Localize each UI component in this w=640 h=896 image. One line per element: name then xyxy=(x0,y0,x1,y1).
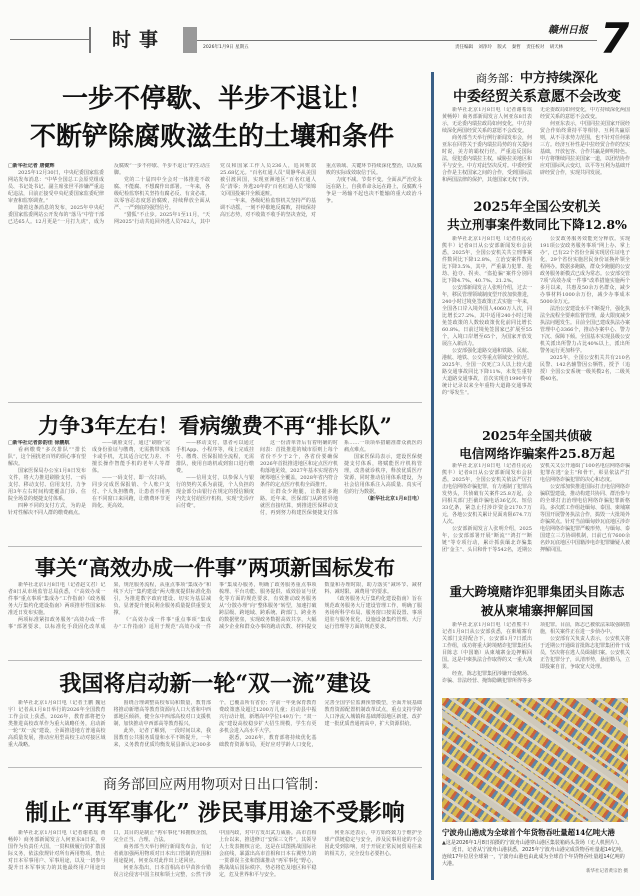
paragraph: 经查，陈志犯罪集团涉嫌开设赌场、诈骗、非法经营、掩饰隐瞒犯罪所得等多项犯罪。目前，陈志已被依法采取强制措施，相关案件正在进一步侦办中。 xyxy=(442,622,630,684)
police-headline-line2: 共立刑事案件数同比下降12.8% xyxy=(447,217,627,232)
paragraph: 力度不减。节奏不变。全面从严治党永远在路上，自我革命永远在路上，反腐败斗争是一场输不起也决不能输的重大政治斗争。 xyxy=(326,177,422,204)
photo-headline: 宁波舟山港成为全球首个年货物吞吐量超14亿吨大港 xyxy=(442,828,615,837)
paragraph: 法治公安建设水平不断提升，强化执法全流程全要素监督管理，最大限度减少执法问题发生。目前全国已建成执法办案管理中心3366个，推动办案中心、警力下沉、保障下倾。全国基本实现县级公安机关派出所警力占比40%以上，派出所警务运行更加科学。 xyxy=(540,306,630,354)
paragraph: 公安政务服务效能充分释放。实现191项公安政务服务事项“网上办、掌上办”，已有22个省份全面实现居住证电子化，29个省份实施居民身份证换补领全程网办。数据多跑路，群众少跑腿的公安政务服务新模式已成为常态。公安部交管7项“高效办成一件事”改革措施实施两个多月以来，共惠及50余万名群众，减少办事材料1000余万份，减少办事成本5000余万元。 xyxy=(540,236,630,305)
export-article-body xyxy=(8,830,422,893)
paragraph: 据悉，2026年，教育部将持续优化基础教育资源布局，更好应对学龄人口变化，完善全国学位监测预警模型，全面开展基础教育资源配置机制改革试点，重点支持学龄人口净流入城镇和基础薄弱地区新建、改扩建一批优质普通初高中，扩大资源供给。 xyxy=(219,700,422,748)
lead-article-body xyxy=(8,163,422,395)
medical-headline: 力争3年左右！看病缴费不再“排长队” xyxy=(38,413,392,438)
onething-headline: 事关“高效办成一件事”两项新国标发布 xyxy=(34,555,396,580)
paragraph: 党的二十届四中全会对一体推进不敢腐、不能腐、不想腐作出部署。一年来，各级纪检监察机关坚持有腐必反、有贪必肃，以零容忍态度惩治腐败，持续释放全面从严、一严到底的强烈信号。 xyxy=(114,177,210,211)
export-headline: 制止“再军事化” 涉民事用途不受影响 xyxy=(25,799,405,826)
paragraph: “猎狐”不止步。2025年1至11月，“天网2025”行动共追回外逃人员762人，其中党员和国家工作人员236人，追回赃款25.68亿元。“百名红通人员”周静华从美国被引渡回国，实现亚洲地区“百名红通人员”清零；外逃20年的“百名红通人员”梁锦文回国投案并全额退赃。 xyxy=(114,163,316,225)
header-rule-long xyxy=(197,40,597,41)
paragraph: 公安部新闻发言人张明介绍，过去一年，移民管理领域制度型开放加快推进，240小时过境免签政策正式实施一年来，全国各口岸入境外国人4060万人次，同比增长27.2%，其中适用240小时过境免签政策的人数较政策优化前同比增长60.8%。日前过境免签国家已扩展至55个，入境口岸增至65个，为国家开放发展注入新活力。 xyxy=(442,285,533,347)
byline: □新华社记者 唐健辉 xyxy=(8,163,55,169)
divider xyxy=(8,402,422,403)
gambling-article-body xyxy=(442,622,630,692)
byline: □新华社记者彭韵佳 徐鹏航 xyxy=(8,440,70,446)
telecom-headline-line1: 2025年全国共侦破 xyxy=(482,428,592,443)
paragraph: 公安部加快推进国际打击电信网络诈骗联盟建设，推动构建共协同、群治参与的全球打击治理电信网络诈骗犯罪新格局。多次派工作组赴缅甸、泰国、柬埔寨等国开展警务执法合作，捣毁一大批境外诈骗窝点。针对当前缅甸妙瓦底地区涉诈电信网络诈骗犯罪严峻形势，与缅甸、泰国建立三方协调机制，日前已有7600余名妙瓦底地区中国籍涉电诈犯罪嫌疑人被押解回国。 xyxy=(540,484,630,553)
divider xyxy=(8,546,422,547)
medical-article-body xyxy=(8,440,422,542)
paragraph: ——刷脸支付，通过“刷脸”完成身份验证与缴费，无需携带实体卡或手机，尤其适合记忆力差、不擅长操作智能手机的老年人等群体。 xyxy=(92,440,170,474)
telecom-article-body xyxy=(442,463,630,575)
paragraph: 新华社北京1月8日电（记者熊丰）记者1月8日从公安部获悉，在柬埔寨有关部门支持配合下，公安部1月7日派出工作组，成功将重大跨境赌诈犯罪集团头目陈志（中国籍）从柬埔寨金边押解回国。这是中柬执法合作取得的又一重大战果。 xyxy=(442,622,533,670)
photo-caption xyxy=(442,840,628,875)
issue-date: 2026年1月9日 星期五 xyxy=(203,45,249,50)
page-number: 7 xyxy=(600,14,630,63)
paragraph: 新华社北京1月8日电（记者谢希瑶 黄畅婷）商务部新闻发言人何亚东8日说，中国作为负责任大国，一贯积极履行防扩散国际义务，依法依规针对所有两用物项，禁止对日本军事用户、军事用途，以及一切参与提升日本军事实力的其他最终用户用途出口，其目的是制止“再军事化”和拥核企图，完全正当、合理、合法。 xyxy=(8,830,211,871)
divider xyxy=(8,660,422,661)
divider xyxy=(8,767,422,768)
paragraph: 《“高效办成一件事”重点事项“集成办”工作指南》适用于规范“高效办成一件事”集成办服务，明确了政务服务重点事项梳理、平台功能、服务提供、成效验证与优化等方面的规范要求，有效推动政务服务从“分散办理”向“整体服务”转型，加速打破跨层级、跨地域、跨系统、跨部门、跨业务的数据壁垒，实现政务数据高效共享，大幅减少企业和群众办事的跑动次数、材料提交数量和办理时限，助力落实“减环节、减材料、减时限、减费用”的要求。 xyxy=(113,582,422,630)
header-rule xyxy=(10,39,90,40)
commerce-headline-line2: 中委经贸关系意愿不会改变 xyxy=(453,89,621,105)
section-title: 时事 xyxy=(112,29,167,51)
paragraph: 新华社北京1月8日电（记者任沁沁 熊丰）记者8日从公安部新闻发布会获悉，2025年，全国公安机关共立刑事案件数同比下降12.8%，立治安案件数同比下降3.5%，其中，严重暴力犯罪、抢劫、抢夺、拐卖、“盗抢骗”案件分别同比下降4.7%、40.7%、21.2%。 xyxy=(442,236,532,284)
editors-credit: 责任编辑 刘净玲 版式 秦哲 责任校对 胡天林 xyxy=(455,45,564,50)
paragraph: 何亚东还表示，中方始终致力于维护全球产供链稳定与安全，涉及民事用途的不会因此受到影响，对于开展正常民间贸易往来的相关方，完全没有必要担心。 xyxy=(324,830,422,857)
doublefirst-article-body xyxy=(8,700,422,763)
paragraph: 看病缴费“多次排队”“排长队”，这个困扰老百姓的烦心事有望解决。 xyxy=(8,447,86,467)
paragraph: ——移动支付，患者可以通过手机App、小程序等，线上完成挂号、缴费、医保报销全流程，无需排队，使用自助机或到窗口进行缴费。 xyxy=(176,440,254,474)
paragraph: 一年来，各级纪检监察机关坚持严的基调不动摇，一刻不停歇地反腐败，持续保持高压态势，对不收敛不收手的坚决查处，对重点领域、关键环节持续深化整治，以反腐败的实际成效取信于民。 xyxy=(220,163,422,218)
paragraph: 两项标准紧扣政务服务“高效办成一件事”部署要求，以标准化手段固化改革成果，规范服务流程，从重点事项“集成办”和线下大厅“集约建设”两大维度提供标准化指引，为推进数字政府建设、切实为基层减负、显著提升便民利企服务质量提供重要支撑。 xyxy=(8,582,211,630)
paragraph: 公安部新闻发言人张明介绍，2025年，公安部部署开展“断流”“鸿打”“断链”等专项行动，累计抓获缅北诈骗集团“金主”、头目和骨干等542名，近期公安机关又公开通缉了100名电信网络诈骗犯罪在逃“金主”和骨干，彰显依法严打电信网络诈骗犯罪的决心和态度。 xyxy=(442,463,630,553)
port-container-photo xyxy=(442,698,628,822)
paragraph: 2025年12月30日，中央纪委国家监委网站发布消息：“中华全国总工会原党组成员、书记处书记、副主席张世平涉嫌严重违纪违法，目前正接受中央纪委国家监委纪律审查和监察调查。” xyxy=(8,170,104,204)
paragraph: 2025年，全国公安机关共有210名民警、142名辅警因公牺牲，授予（追授）全国公安系统一级英模2名，二级英模40名。 xyxy=(540,355,630,382)
dateline-sign: （新华社北京1月8日电） xyxy=(365,496,422,502)
paragraph: 商务部当天举行例行新闻发布会，有记者就加强两用物项对日本出口管制的范围和用途提问，何亚东对此作出上述回应。 xyxy=(113,844,211,864)
header-divider xyxy=(89,27,91,53)
caption-body: 近日，记者从宁波舟山港获悉，2025年宁波舟山港完成货物吞吐量超14亿吨，连续17年位居全球第一，宁波舟山港也由此成为全球首个年货物吞吐量超14亿吨的大港。 xyxy=(442,847,627,867)
telecom-headline-line2: 电信网络诈骗案件25.8万起 xyxy=(459,446,615,461)
commerce-article-body xyxy=(442,107,630,191)
paragraph: 国家医保局办公室1月8日发布文件，将大力推进刷脸支付、一码支付、移动支付、信用支付，力争用3年左右时间构建覆盖门诊、住院全场景的便捷支付体系。 xyxy=(8,468,86,502)
paragraph: 新华社北京1月8日电（记者任沁沁 熊丰）记者8日从公安部新闻发布会获悉，2025年，全国公安机关依法严厉打击电信网络诈骗犯罪，有力遏制了犯罪高发势头，共侦破有关案件25.8万起，会同相关部门拦截诈骗电话36亿次、短信33亿条，紧急止付涉诈资金2170.7万元，各地公安机关累计见面劝阻674.7万人次。 xyxy=(442,463,533,525)
paragraph: ——一码支付，即一次扫码，同步完成医保报销、个人账户支付、个人负担缴费，让患者不用再在不同窗口来回跑，让缴费环节更简化、更高效。 xyxy=(92,475,170,509)
paragraph: 新华社北京1月8日电（记者王鹏 魏冠宇）记者从1月8日举行的2026年全国教育工作会议上获悉，2026年，教育部将把分类推进高校改革作为重大战略任务，启动新一轮“双一流”建设，全面推进地方普通高校高质量发展，推动应用型高校主动对接区域重大战略。 xyxy=(8,700,106,748)
gambling-headline-line1: 重大跨境赌诈犯罪集团头目陈志 xyxy=(449,584,625,599)
paragraph: 何亚东指出，日本首相高市早苗涉台错误言论侵害中国主权和领土完整，公然干涉中国内政，对中方发出武力威胁。高市首相上台以来，推进修订“安保三文件”，其领导人士发表拥核言论，这是在试图挑战国际社会底线，暴露出高市首相和日本右翼势力的一贯谬误主张和图谋推动“再军事化”野心，挑战战后国际秩序，势必将危及地区和平稳定，危及世界和平与安全。 xyxy=(113,830,317,878)
gambling-headline-line2: 被从柬埔寨押解回国 xyxy=(480,603,594,618)
paragraph: 四种不同的支付方式，为的是针对性解决不同人群的缴费痛点。 xyxy=(8,503,86,516)
paragraph: 何亚东表示，中国同拉美国家开展经贸合作始终秉持平等相待、互利共赢原则，从不寻求势力范围，也不针对任何第三方。经济互补性是中拉经贸合作的坚实基础，开放包容、合作共赢是鲜明特色。中方将继续同拉美国家一道，以团结协作应对国际风云变幻，以平等互利为基础开辟经贸合作，实现共同发展。 xyxy=(540,121,630,176)
paragraph: 让群众少跑腿，让数据多跑路。近年来，医保部门从跨省异地就医直接结算，到推进医保移动支付，再到努力构建医保便捷支付体系……一项项举措瞄准群众就医的痛点难点。 xyxy=(260,440,422,516)
commerce-title: 中方持续深化 xyxy=(519,71,598,86)
newspaper-logo: 赣州日报 xyxy=(548,25,588,36)
paragraph: 公安部强化道路交通和铁路、民航、港航、地铁、公交等重点领域安全防范。2025年，全国一次死亡3人以上较大道路交通事故同比下降11%，未发生重特大道路交通事故，首次实现自1990年有统计记录以来全年重特大道路交通事故的“零发生”。 xyxy=(442,348,533,396)
police-headline-line1: 2025年全国公安机关 xyxy=(473,200,601,215)
paragraph: 国家医保局表示，建设医保便捷支付体系，将赋能医疗机构管理，改善就诊秩序，释放优质医疗资源，同时推动信用体系建设，为社会信用体系注入高质量、真实可信的行为数据。 xyxy=(344,454,422,495)
commerce-kicker: 商务部： xyxy=(475,72,520,85)
paragraph: 此外，记者了解到，一段时间以来，我国教育公共服务质量和水平不断提升。一年来，义务教育优质均衡发展县新认定300多个，已覆盖所有省份；学前一年免保育教育费政策惠及超过1200万儿童；启动县中振兴行动计划，新增高中学位149万个；“双一流”建设高校稳步扩大招生规模，学生有更多机会进入高水平大学。 xyxy=(113,700,317,748)
section-marker xyxy=(183,27,197,53)
caption-text: ▲这是2026年1月8日拍摄的宁波舟山港穿山港区集装箱码头货场（无人机照片）。 xyxy=(442,840,623,846)
paragraph: 围绕合理调整高校布局和数量，教育部将推动新增高等教育资源向人口大省和中西部地区倾斜，健全东中西部高校对口支援机制，加快推动中西部高等教育振兴。 xyxy=(113,700,211,727)
paragraph: 《政务服务大厅集约化建设指南》旨在规范政务服务大厅建设管理工作，明确了服务场所科学布局、服务窗口按需设置、事项进驻与服务优化、设施设备集约管理、大厅运行管理等方面的规范要求。 xyxy=(324,596,422,630)
paragraph: 随着这条消息的发布，2025年中央纪委国家监委网站公开发布的“落马”中管干部已达65人。12月更是“一月打九虎”，成为反腐败“一步不停歇、半步不退让”的生动注脚。 xyxy=(8,163,210,225)
export-kicker: 商务部回应两用物项对日出口管制： xyxy=(103,777,327,793)
paragraph: 公安部有关负责人表示，公安机关将于近期公开通缉首批陈志犯罪集团骨干成员，坚决将在逃人员缉捕归案。公安机关正告犯罪分子，认清形势，悬崖勒马，立即投案自首，争取宽大处理。 xyxy=(540,636,630,670)
lead-headline-line2: 不断铲除腐败滋生的土壤和条件 xyxy=(30,122,395,152)
photo-credit: 新华社记者黄宗治 摄 xyxy=(586,869,628,874)
lead-headline-line1: 一步不停歇、半步不退让！ xyxy=(62,84,375,114)
paragraph: 新华社北京1月8日电（记者谢希瑶 黄畅婷）商务部新闻发言人何亚东8日表示，无论委内瑞拉政局如何变化，中方持续深化两国经贸关系的意愿不会改变。 xyxy=(442,107,533,134)
paragraph: 这一份清单背后有着明确的时间表：首批推进的城市原则上每个省份不少于2个，各省份要确保2026年首批推进地区和定点医疗机构落地见效，2027年基本实现省内统筹地区全覆盖，2028年省内符合条件的定点医疗机构全面推开。 xyxy=(260,440,338,488)
police-article-body xyxy=(442,236,630,418)
paragraph: 商务部当天举行例行新闻发布会，何亚东在回答关于委内瑞拉局势的有关提问时说，美方的霸权行径，严重违反国际法，侵犯委内瑞拉主权，威胁拉美地区和平与安全。中方对此坚决反对。中委经贸合作是主权国家之间的合作，受到国际法和两国法律的保护，其他国家无权干涉。无论委政局如何变化，中方持续深化两国经贸关系的意愿不会改变。 xyxy=(442,107,630,183)
commerce-headline-line1 xyxy=(442,67,632,86)
paragraph: ——信用支付，以参保人与银行的契约关系为前提，个人负担的现金部分由银行在规定的授信额度内先支付给医疗机构，实现“先诊疗后付费”。 xyxy=(176,475,254,509)
column-divider xyxy=(431,72,434,880)
onething-article-body xyxy=(8,582,422,654)
paragraph: 新华社北京1月8日电（记者赵文君）记者8日从市场监管总局获悉，《“高效办成一件事”重点事项“集成办”工作指南》《政务服务大厅集约化建设指南》两项推荐性国家标准近日发布实施。 xyxy=(8,582,106,616)
doublefirst-headline: 我国将启动新一轮“双一流”建设 xyxy=(59,671,371,697)
